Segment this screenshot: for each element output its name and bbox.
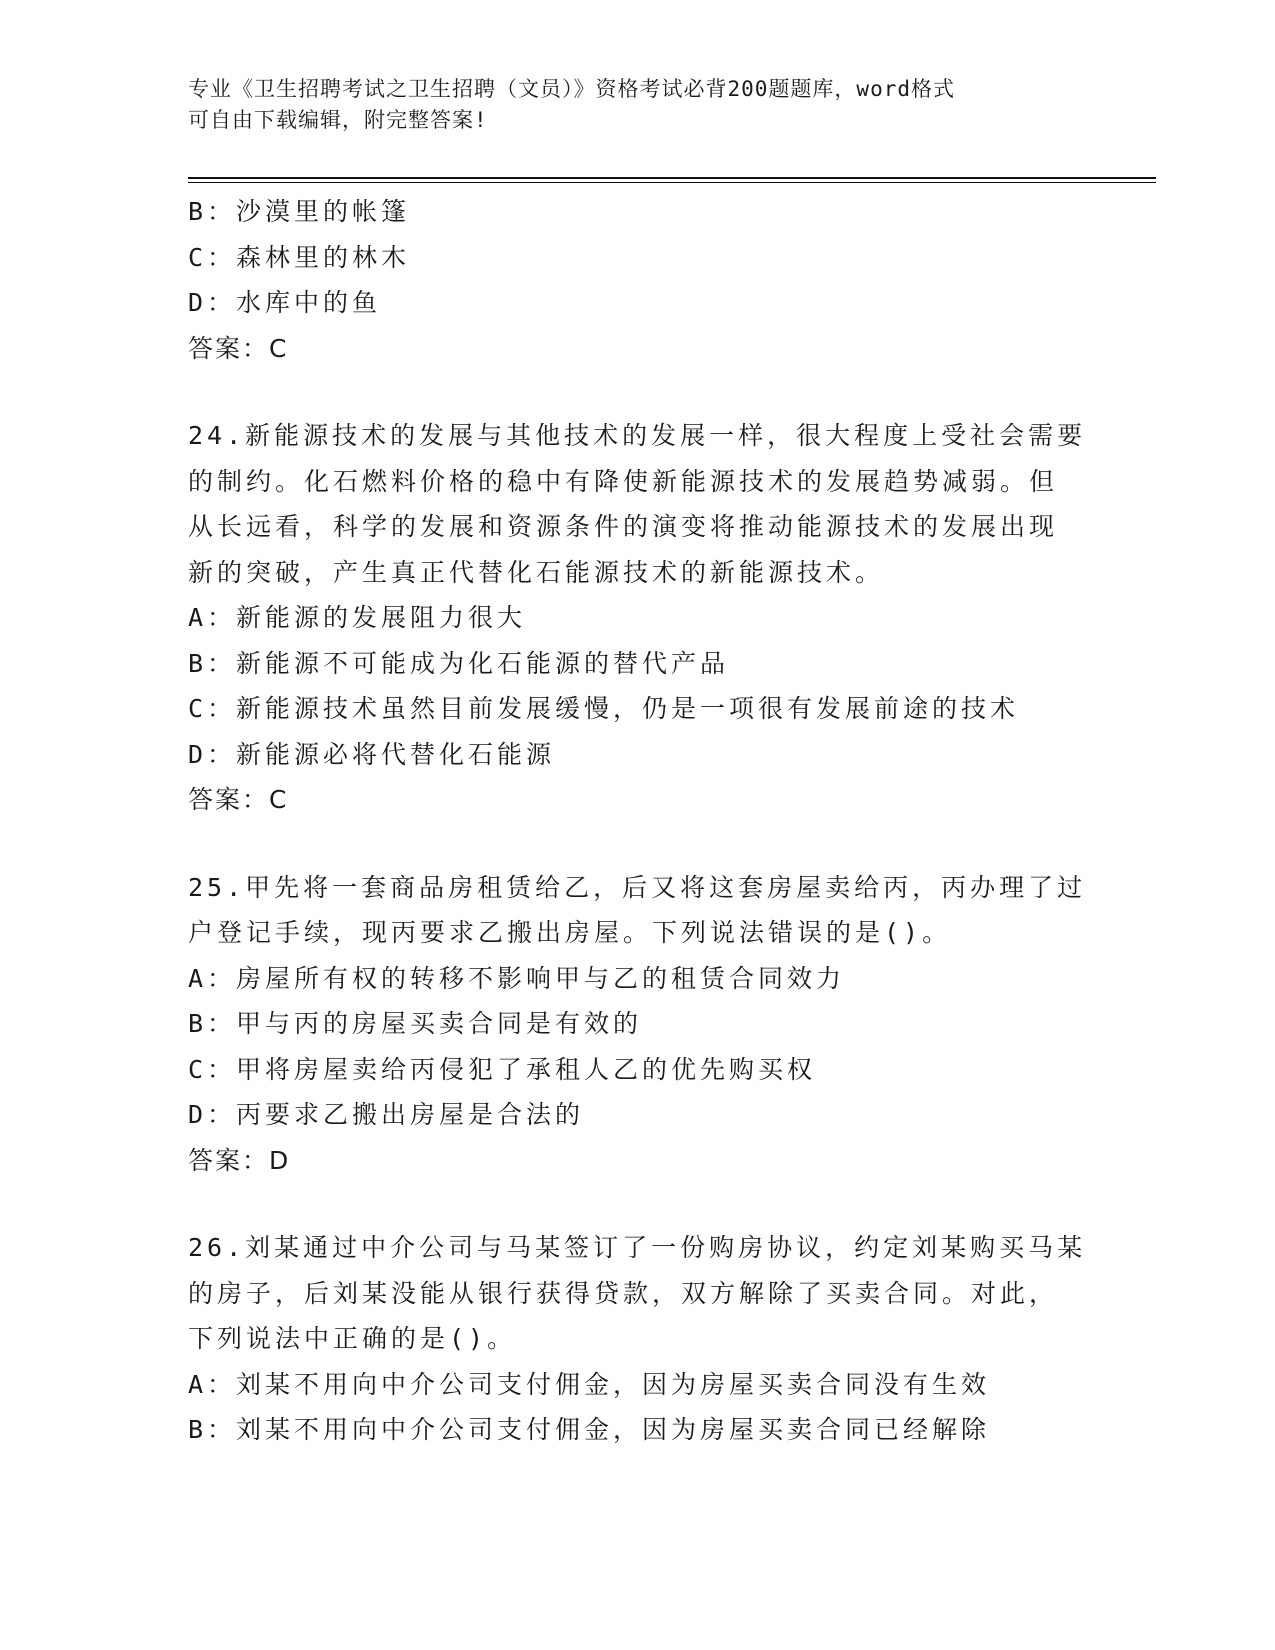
option-d: D：新能源必将代替化石能源: [188, 739, 556, 769]
question-25: [188, 865, 1088, 1184]
question-spacer: [188, 371, 1088, 413]
document-body: [188, 189, 1088, 1453]
question-fragment: [188, 189, 1088, 371]
answer-line: 答案：D: [188, 1145, 291, 1175]
option-b: B：甲与丙的房屋买卖合同是有效的: [188, 1009, 643, 1038]
option-b: B：新能源不可能成为化石能源的替代产品: [188, 648, 730, 678]
answer-line: 答案：C: [188, 333, 289, 363]
option-a: A：刘某不用向中介公司支付佣金，因为房屋买卖合同没有生效: [188, 1369, 991, 1399]
option-a: A：新能源的发展阻力很大: [188, 603, 527, 632]
question-stem-line: 24.新能源技术的发展与其他技术的发展一样，很大程度上受社会需要: [188, 421, 1087, 450]
question-26: [188, 1225, 1088, 1453]
question-24: [188, 413, 1088, 823]
header-title-line-2: 可自由下载编辑，附完整答案!: [188, 108, 488, 132]
header-title-line-1: 专业《卫生招聘考试之卫生招聘（文员）》资格考试必背200题题库，word格式: [188, 77, 955, 101]
question-stem-line: 的房子，后刘某没能从银行获得贷款，双方解除了买卖合同。对此，: [188, 1278, 1059, 1308]
option-c: C：甲将房屋卖给丙侵犯了承租人乙的优先购买权: [188, 1054, 817, 1084]
option-c: C：新能源技术虽然目前发展缓慢，仍是一项很有发展前途的技术: [188, 694, 1020, 723]
option-d: D：丙要求乙搬出房屋是合法的: [188, 1100, 585, 1129]
option-b: B：刘某不用向中介公司支付佣金，因为房屋买卖合同已经解除: [188, 1415, 991, 1444]
option-b: B：沙漠里的帐篷: [188, 197, 411, 226]
option-a: A：房屋所有权的转移不影响甲与乙的租赁合同效力: [188, 963, 846, 993]
option-d: D：水库中的鱼: [188, 288, 382, 317]
question-stem-line: 25.甲先将一套商品房租赁给乙，后又将这套房屋卖给丙，丙办理了过: [188, 872, 1087, 902]
question-stem-line: 26.刘某通过中介公司与马某签订了一份购房协议，约定刘某购买马某: [188, 1233, 1087, 1262]
question-spacer: [188, 1183, 1088, 1225]
question-spacer: [188, 823, 1088, 865]
question-stem-line: 下列说法中正确的是()。: [188, 1324, 517, 1353]
answer-line: 答案：C: [188, 785, 289, 814]
document-header: [188, 74, 1068, 136]
question-stem-line: 新的突破，产生真正代替化石能源技术的新能源技术。: [188, 557, 885, 587]
option-c: C：森林里的林木: [188, 242, 411, 272]
header-divider-thin: [188, 182, 1156, 183]
question-stem-line: 从长远看，科学的发展和资源条件的演变将推动能源技术的发展出现: [188, 512, 1059, 541]
header-divider-thick: [188, 177, 1156, 179]
question-stem-line: 的制约。化石燃料价格的稳中有降使新能源技术的发展趋势减弱。但: [188, 466, 1059, 496]
question-stem-line: 户登记手续，现丙要求乙搬出房屋。下列说法错误的是()。: [188, 918, 952, 947]
